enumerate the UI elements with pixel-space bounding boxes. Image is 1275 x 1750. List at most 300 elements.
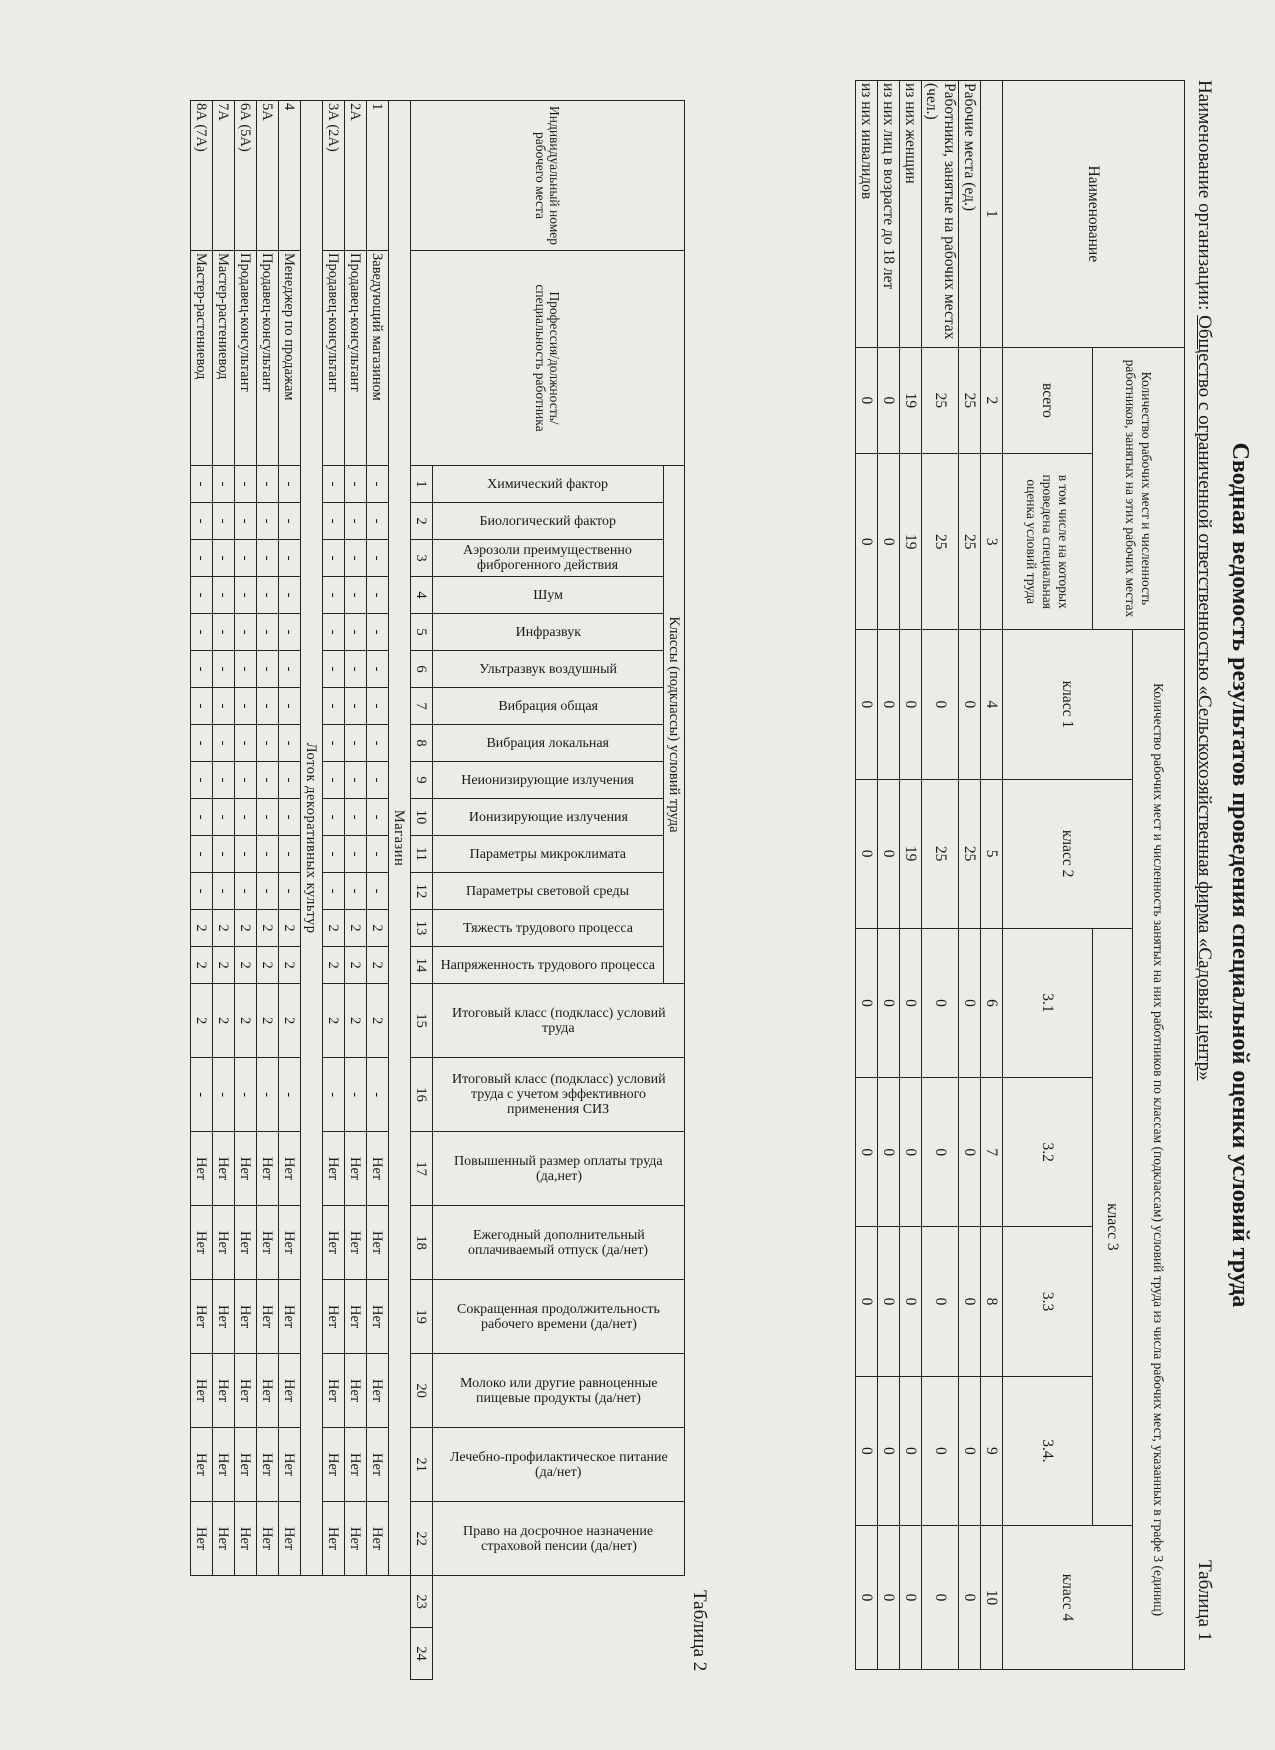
t1-col-number: 2 bbox=[981, 347, 1003, 454]
t2-cell: - bbox=[323, 651, 345, 688]
t2-col-number: 19 bbox=[411, 1280, 433, 1354]
t1-cell: 0 bbox=[878, 928, 900, 1077]
t1-col-number: 6 bbox=[981, 928, 1003, 1077]
t2-cell: 2 bbox=[213, 984, 235, 1058]
t2-cell: Нет bbox=[323, 1132, 345, 1206]
t2-cell: Нет bbox=[235, 1502, 257, 1576]
t2-cell: - bbox=[213, 651, 235, 688]
t2-cell: - bbox=[191, 614, 213, 651]
t2-column-title-text: Аэрозоли преимущественно фиброгенного действия bbox=[463, 543, 633, 573]
t1-cell: 0 bbox=[959, 928, 981, 1077]
t2-workplace-id: 1 bbox=[367, 101, 389, 251]
t2-cell: - bbox=[279, 688, 301, 725]
t2-cell: - bbox=[257, 873, 279, 910]
t1-cell: 0 bbox=[878, 779, 900, 928]
t2-cell: - bbox=[367, 873, 389, 910]
t2-col-number: 2 bbox=[411, 503, 433, 540]
t2-cell: - bbox=[279, 503, 301, 540]
t1-row bbox=[856, 81, 878, 1670]
t2-cell: - bbox=[279, 1058, 301, 1132]
t1-col-number: 9 bbox=[981, 1376, 1003, 1525]
t2-cell: - bbox=[367, 799, 389, 836]
t2-cell: Нет bbox=[235, 1132, 257, 1206]
t2-cell: - bbox=[323, 466, 345, 503]
t2-column-title-text: Вибрация общая bbox=[498, 698, 598, 714]
t1-number-row bbox=[981, 81, 1003, 1670]
t2-col-number: 15 bbox=[411, 984, 433, 1058]
t2-column-title bbox=[433, 762, 664, 799]
organization-label: Наименование организации: bbox=[1194, 80, 1215, 311]
t1-head-class1: класс 1 bbox=[1003, 630, 1133, 779]
t2-cell: Нет bbox=[257, 1354, 279, 1428]
t2-cell: Нет bbox=[257, 1206, 279, 1280]
t2-cell: - bbox=[257, 725, 279, 762]
t2-cell: - bbox=[213, 466, 235, 503]
t2-row bbox=[323, 101, 345, 1680]
t2-cell: 2 bbox=[367, 984, 389, 1058]
t2-column-title bbox=[433, 651, 664, 688]
t2-cell: - bbox=[323, 799, 345, 836]
t2-cell: - bbox=[345, 503, 367, 540]
t2-col-number: 9 bbox=[411, 762, 433, 799]
t2-cell: - bbox=[279, 614, 301, 651]
t2-cell: 2 bbox=[191, 910, 213, 947]
t2-col-number: 22 bbox=[411, 1502, 433, 1576]
t2-cell: - bbox=[257, 577, 279, 614]
t2-cell: - bbox=[235, 725, 257, 762]
t2-workplace-id: 6А (5А) bbox=[235, 101, 257, 251]
t2-cell: - bbox=[367, 540, 389, 577]
t2-cell: - bbox=[235, 540, 257, 577]
t1-col-number: 7 bbox=[981, 1078, 1003, 1227]
t2-column-title bbox=[433, 1428, 685, 1502]
t2-cell: - bbox=[367, 1058, 389, 1132]
t1-cell: 19 bbox=[900, 454, 922, 630]
t2-column-title bbox=[433, 614, 664, 651]
t2-cell: - bbox=[191, 762, 213, 799]
t1-cell: 19 bbox=[900, 347, 922, 454]
t2-cell: - bbox=[323, 614, 345, 651]
t1-head-classes: Количество рабочих мест и численность занятых на них работников по классам (подклассам) условий труда из числа рабочих мест, указанных в графе 3 (единиц) bbox=[1133, 630, 1185, 1670]
t2-profession: Мастер-растениевод bbox=[191, 251, 213, 466]
t1-cell: 0 bbox=[878, 1227, 900, 1376]
t1-cell: 0 bbox=[900, 928, 922, 1077]
t1-row-name: Работники, занятые на рабочих местах (чел.) bbox=[922, 81, 959, 348]
t2-cell: - bbox=[235, 799, 257, 836]
t2-column-title-text: Молоко или другие равноценные пищевые продукты (да/нет) bbox=[459, 1375, 658, 1406]
t2-cell: - bbox=[367, 466, 389, 503]
t2-cell: Нет bbox=[345, 1502, 367, 1576]
t2-cell: - bbox=[235, 873, 257, 910]
t2-cell: - bbox=[257, 836, 279, 873]
t2-cell: Нет bbox=[323, 1354, 345, 1428]
t2-cell: - bbox=[323, 725, 345, 762]
t1-head-sub33: 3.3 bbox=[1003, 1227, 1093, 1376]
t2-cell: - bbox=[235, 614, 257, 651]
t2-col-number: 8 bbox=[411, 725, 433, 762]
t2-head-classes: Классы (подклассы) условий труда bbox=[664, 466, 685, 984]
t2-cell: - bbox=[279, 725, 301, 762]
t1-head-sub31: 3.1 bbox=[1003, 928, 1093, 1077]
summary-table bbox=[855, 80, 1185, 1670]
t2-cell: - bbox=[345, 688, 367, 725]
t2-cell: Нет bbox=[191, 1502, 213, 1576]
t1-cell: 0 bbox=[922, 1227, 959, 1376]
t2-cell: - bbox=[345, 1058, 367, 1132]
t2-cell: Нет bbox=[345, 1132, 367, 1206]
t1-cell: 0 bbox=[878, 1078, 900, 1227]
t2-cell: - bbox=[367, 836, 389, 873]
t2-cell: 2 bbox=[345, 947, 367, 984]
t2-section-row bbox=[389, 101, 411, 1680]
t1-cell: 0 bbox=[900, 630, 922, 779]
t2-cell: Нет bbox=[213, 1206, 235, 1280]
t2-cell: - bbox=[191, 577, 213, 614]
t1-cell: 0 bbox=[900, 1525, 922, 1669]
t1-cell: 25 bbox=[922, 779, 959, 928]
t1-cell: 0 bbox=[878, 630, 900, 779]
t1-cell: 0 bbox=[922, 1078, 959, 1227]
t1-cell: 0 bbox=[856, 630, 878, 779]
t2-cell: 2 bbox=[257, 947, 279, 984]
t1-row bbox=[959, 81, 981, 1670]
t2-cell: - bbox=[367, 688, 389, 725]
t1-cell: 0 bbox=[878, 1376, 900, 1525]
organization-name: Общество с ограниченной ответственностью «Сельскохозяйственная фирма «Садовый центр» bbox=[1194, 315, 1215, 1081]
t2-cell: - bbox=[345, 540, 367, 577]
t2-cell: - bbox=[323, 577, 345, 614]
t2-cell: 2 bbox=[235, 910, 257, 947]
t2-cell: - bbox=[191, 540, 213, 577]
t2-column-title bbox=[433, 910, 664, 947]
t2-profession: Мастер-растениевод bbox=[213, 251, 235, 466]
t1-cell: 0 bbox=[900, 1227, 922, 1376]
t2-cell: Нет bbox=[213, 1502, 235, 1576]
t1-row-name: из них лиц в возрасте до 18 лет bbox=[878, 81, 900, 348]
t2-cell: - bbox=[345, 836, 367, 873]
t2-cell: - bbox=[257, 688, 279, 725]
t2-column-title bbox=[433, 725, 664, 762]
t2-cell: 2 bbox=[257, 910, 279, 947]
t2-cell: - bbox=[279, 762, 301, 799]
t2-cell: - bbox=[367, 614, 389, 651]
t2-cell: - bbox=[279, 799, 301, 836]
t2-column-title-text: Параметры световой среды bbox=[466, 883, 630, 899]
t2-cell: Нет bbox=[257, 1502, 279, 1576]
table2-label: Таблица 2 bbox=[689, 1590, 710, 1672]
t2-column-title bbox=[433, 984, 685, 1058]
t2-cell: - bbox=[235, 577, 257, 614]
t2-profession: Менеджер по продажам bbox=[279, 251, 301, 466]
t2-cell: - bbox=[235, 762, 257, 799]
t2-cell: - bbox=[367, 503, 389, 540]
t2-column-title bbox=[433, 1206, 685, 1280]
t2-section-title: Магазин bbox=[389, 101, 411, 1576]
t2-row bbox=[279, 101, 301, 1680]
t1-head-count: Количество рабочих мест и численность работников, занятых на этих рабочих местах bbox=[1093, 347, 1185, 630]
t2-cell: - bbox=[345, 762, 367, 799]
t2-cell: - bbox=[191, 1058, 213, 1132]
t2-cell: - bbox=[257, 1058, 279, 1132]
t2-workplace-id: 3А (2А) bbox=[323, 101, 345, 251]
t1-cell: 0 bbox=[856, 347, 878, 454]
t2-workplace-id: 7А bbox=[213, 101, 235, 251]
t2-body bbox=[191, 101, 411, 1680]
t2-cell: - bbox=[323, 836, 345, 873]
t2-cell: - bbox=[213, 725, 235, 762]
t1-col-number: 10 bbox=[981, 1525, 1003, 1669]
t2-cell: - bbox=[279, 466, 301, 503]
workplace-table bbox=[190, 100, 685, 1680]
t1-head-sub32: 3.2 bbox=[1003, 1078, 1093, 1227]
t1-head-name: Наименование bbox=[1003, 81, 1185, 348]
t1-cell: 0 bbox=[922, 630, 959, 779]
t1-col-number: 5 bbox=[981, 779, 1003, 928]
t1-cell: 0 bbox=[900, 1078, 922, 1227]
table1-label: Таблица 1 bbox=[1194, 1560, 1215, 1642]
t1-head-sout: в том числе на которых проведена специальная оценка условий труда bbox=[1003, 454, 1093, 630]
t2-column-title bbox=[433, 1132, 685, 1206]
t2-profession: Продавец-консультант bbox=[345, 251, 367, 466]
t2-cell: - bbox=[279, 540, 301, 577]
t2-head-id: Индивидуальный номер рабочего места bbox=[411, 101, 685, 251]
t2-profession: Продавец-консультант bbox=[257, 251, 279, 466]
t2-cell: Нет bbox=[367, 1428, 389, 1502]
t2-cell: - bbox=[367, 762, 389, 799]
t2-cell: Нет bbox=[191, 1354, 213, 1428]
t2-cell: Нет bbox=[323, 1280, 345, 1354]
t2-cell: - bbox=[191, 503, 213, 540]
t2-col-number: 4 bbox=[411, 577, 433, 614]
t2-cell: 2 bbox=[323, 947, 345, 984]
t1-head-class2: класс 2 bbox=[1003, 779, 1133, 928]
t2-cell: - bbox=[367, 577, 389, 614]
t2-col-number: 5 bbox=[411, 614, 433, 651]
t1-cell: 0 bbox=[959, 1376, 981, 1525]
t2-cell: - bbox=[323, 873, 345, 910]
t2-column-title-text: Право на досрочное назначение страховой пенсии (да/нет) bbox=[463, 1523, 654, 1554]
t2-cell: Нет bbox=[345, 1354, 367, 1428]
t2-cell: - bbox=[191, 688, 213, 725]
t2-cell: - bbox=[257, 614, 279, 651]
t1-col-number: 1 bbox=[981, 81, 1003, 348]
t2-cell: Нет bbox=[257, 1280, 279, 1354]
t2-cell: Нет bbox=[367, 1280, 389, 1354]
t1-cell: 25 bbox=[922, 347, 959, 454]
t2-cell: Нет bbox=[235, 1206, 257, 1280]
t2-cell: 2 bbox=[323, 910, 345, 947]
t2-cell: - bbox=[367, 725, 389, 762]
t2-cell: - bbox=[279, 651, 301, 688]
t2-column-title bbox=[433, 1280, 685, 1354]
t2-col-number: 14 bbox=[411, 947, 433, 984]
t1-cell: 0 bbox=[856, 1376, 878, 1525]
t2-cell: - bbox=[279, 836, 301, 873]
t1-cell: 0 bbox=[856, 779, 878, 928]
t1-cell: 0 bbox=[878, 1525, 900, 1669]
t2-cell: - bbox=[323, 503, 345, 540]
t2-cell: Нет bbox=[367, 1502, 389, 1576]
t2-col-number: 20 bbox=[411, 1354, 433, 1428]
t2-cell: Нет bbox=[191, 1206, 213, 1280]
t2-cell: Нет bbox=[279, 1280, 301, 1354]
t2-column-title-text: Шум bbox=[533, 587, 563, 603]
t2-cell: 2 bbox=[235, 947, 257, 984]
t2-column-title-text: Ежегодный дополнительный оплачиваемый отпуск (да/нет) bbox=[468, 1227, 649, 1258]
t2-cell: - bbox=[213, 873, 235, 910]
t2-cell: - bbox=[191, 836, 213, 873]
t2-cell: - bbox=[213, 836, 235, 873]
t2-column-title-text: Биологический фактор bbox=[479, 513, 617, 529]
t2-cell: - bbox=[279, 873, 301, 910]
t2-cell: Нет bbox=[213, 1354, 235, 1428]
t2-cell: - bbox=[213, 503, 235, 540]
t1-cell: 0 bbox=[922, 1525, 959, 1669]
t2-column-title bbox=[433, 947, 664, 984]
t2-column-title-text: Сокращенная продолжительность рабочего времени (да/нет) bbox=[457, 1301, 660, 1332]
t2-cell: 2 bbox=[191, 984, 213, 1058]
t2-column-title-text: Параметры микроклимата bbox=[469, 846, 627, 862]
t2-col-number: 13 bbox=[411, 910, 433, 947]
t1-row-name: из них женщин bbox=[900, 81, 922, 348]
t2-cell: - bbox=[257, 762, 279, 799]
t2-cell: Нет bbox=[213, 1280, 235, 1354]
t2-cell: - bbox=[213, 577, 235, 614]
t1-cell: 25 bbox=[959, 779, 981, 928]
t2-cell: Нет bbox=[235, 1280, 257, 1354]
t2-col-number: 11 bbox=[411, 836, 433, 873]
t2-cell: Нет bbox=[367, 1132, 389, 1206]
t1-cell: 0 bbox=[878, 347, 900, 454]
t2-cell: - bbox=[345, 651, 367, 688]
t2-cell: Нет bbox=[279, 1428, 301, 1502]
t2-cell: Нет bbox=[191, 1280, 213, 1354]
t2-cell: Нет bbox=[213, 1132, 235, 1206]
t2-column-title bbox=[433, 466, 664, 503]
t2-column-title-text: Вибрация локальная bbox=[486, 735, 610, 751]
t2-cell: Нет bbox=[367, 1354, 389, 1428]
t1-cell: 19 bbox=[900, 779, 922, 928]
t2-workplace-id: 5А bbox=[257, 101, 279, 251]
t2-row bbox=[235, 101, 257, 1680]
t1-cell: 0 bbox=[856, 1525, 878, 1669]
t1-row-name: Рабочие места (ед.) bbox=[959, 81, 981, 348]
t1-head-sub34: 3.4. bbox=[1003, 1376, 1093, 1525]
t2-cell: - bbox=[345, 466, 367, 503]
t1-cell: 0 bbox=[959, 1525, 981, 1669]
t2-row bbox=[345, 101, 367, 1680]
t2-cell: - bbox=[235, 1058, 257, 1132]
t2-cell: - bbox=[213, 1058, 235, 1132]
t2-row bbox=[213, 101, 235, 1680]
t2-col-number: 7 bbox=[411, 688, 433, 725]
t2-column-title bbox=[433, 1502, 685, 1576]
t2-cell: - bbox=[213, 614, 235, 651]
t2-cell: - bbox=[191, 466, 213, 503]
t1-row bbox=[922, 81, 959, 1670]
t2-cell: 2 bbox=[279, 910, 301, 947]
t2-row bbox=[191, 101, 213, 1680]
t1-cell: 0 bbox=[922, 928, 959, 1077]
t2-column-title-text: Тяжесть трудового процесса bbox=[463, 920, 633, 936]
t2-cell: - bbox=[345, 799, 367, 836]
t2-cell: - bbox=[257, 799, 279, 836]
t2-col-number: 6 bbox=[411, 651, 433, 688]
t2-col-number: 1 bbox=[411, 466, 433, 503]
t2-cell: - bbox=[191, 725, 213, 762]
t1-cell: 25 bbox=[959, 347, 981, 454]
t2-column-title bbox=[433, 873, 664, 910]
t1-head-class4: класс 4 bbox=[1003, 1525, 1133, 1669]
t1-row bbox=[878, 81, 900, 1670]
t2-col-number: 10 bbox=[411, 799, 433, 836]
t2-cell: 2 bbox=[235, 984, 257, 1058]
t2-cell: Нет bbox=[279, 1502, 301, 1576]
t1-row bbox=[900, 81, 922, 1670]
t2-cell: 2 bbox=[345, 910, 367, 947]
t2-cell: - bbox=[323, 762, 345, 799]
t2-cell: - bbox=[235, 836, 257, 873]
t1-col-number: 3 bbox=[981, 454, 1003, 630]
t2-cell: - bbox=[323, 540, 345, 577]
t2-workplace-id: 2А bbox=[345, 101, 367, 251]
t1-cell: 0 bbox=[856, 1078, 878, 1227]
t1-col-number: 4 bbox=[981, 630, 1003, 779]
t1-cell: 0 bbox=[900, 1376, 922, 1525]
t1-row-name: из них инвалидов bbox=[856, 81, 878, 348]
t1-body bbox=[856, 81, 981, 1670]
t2-cell: - bbox=[257, 466, 279, 503]
t2-column-title-text: Итоговый класс (подкласс) условий труда bbox=[451, 1005, 666, 1036]
t1-head-total: всего bbox=[1003, 347, 1093, 454]
t2-cell: Нет bbox=[323, 1206, 345, 1280]
t2-cell: Нет bbox=[279, 1206, 301, 1280]
t2-cell: Нет bbox=[279, 1354, 301, 1428]
t2-profession: Заведующий магазином bbox=[367, 251, 389, 466]
t2-col-number: 18 bbox=[411, 1206, 433, 1280]
t2-cell: - bbox=[345, 725, 367, 762]
t2-cell: - bbox=[235, 688, 257, 725]
t2-profession: Продавец-консультант bbox=[235, 251, 257, 466]
t2-cell: Нет bbox=[279, 1132, 301, 1206]
t2-column-title bbox=[433, 540, 664, 577]
t2-col-number: 21 bbox=[411, 1428, 433, 1502]
t2-section-row bbox=[301, 101, 323, 1680]
t2-cell: - bbox=[323, 1058, 345, 1132]
t2-cell: - bbox=[279, 577, 301, 614]
t2-cell: 2 bbox=[213, 910, 235, 947]
t2-cell: Нет bbox=[235, 1428, 257, 1502]
t1-cell: 0 bbox=[856, 928, 878, 1077]
t2-head-prof: Профессия/должность/специальность работника bbox=[411, 251, 685, 466]
t2-col-number: 24 bbox=[411, 1628, 433, 1680]
t2-column-title-text: Ионизирующие излучения bbox=[468, 809, 628, 825]
t2-cell: 2 bbox=[191, 947, 213, 984]
t2-column-title bbox=[433, 577, 664, 614]
t2-cell: Нет bbox=[367, 1206, 389, 1280]
t1-cell: 0 bbox=[959, 1078, 981, 1227]
t2-cell: 2 bbox=[367, 947, 389, 984]
t2-cell: - bbox=[367, 651, 389, 688]
t2-cell: - bbox=[345, 577, 367, 614]
t2-column-title bbox=[433, 836, 664, 873]
t2-cell: Нет bbox=[235, 1354, 257, 1428]
t2-column-title-text: Повышенный размер оплаты труда (да,нет) bbox=[454, 1153, 663, 1184]
t1-cell: 0 bbox=[878, 454, 900, 630]
t2-workplace-id: 4 bbox=[279, 101, 301, 251]
t2-column-title-text: Лечебно-профилактическое питание (да/нет) bbox=[449, 1449, 668, 1480]
t2-cell: - bbox=[323, 688, 345, 725]
